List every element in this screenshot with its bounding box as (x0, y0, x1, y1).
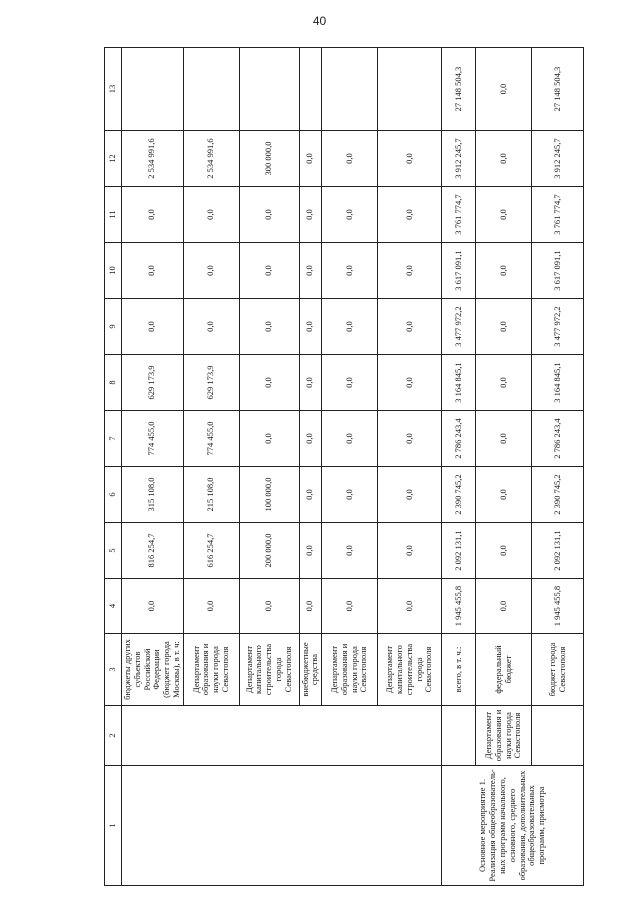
table-row (442, 48, 476, 886)
value-cell: 3 477 972,2 (532, 299, 584, 355)
value-cell: 315 108,0 (122, 467, 184, 523)
value-cell: 0,0 (239, 579, 299, 634)
executor-cell-top-empty (442, 706, 476, 766)
table-row (476, 48, 532, 886)
value-cell: 0,0 (122, 579, 184, 634)
col-header: 11 (105, 187, 122, 243)
value-cell: 0,0 (378, 579, 442, 634)
col-header: 1 (105, 766, 122, 886)
source-cell: бюджеты других субъектов Российской Федерации (бюджет города Москвы), в т. ч: (122, 634, 184, 706)
value-cell: 0,0 (183, 579, 239, 634)
executor-cell: Департамент образования и науки города Севастополя (476, 706, 532, 766)
value-cell: 215 108,0 (183, 467, 239, 523)
table-row (122, 48, 184, 886)
value-cell: 0,0 (322, 579, 378, 634)
value-cell: 3 912 245,7 (442, 131, 476, 187)
value-cell: 0,0 (299, 131, 322, 187)
header-row (105, 48, 122, 886)
value-cell (183, 48, 239, 131)
value-cell: 0,0 (322, 243, 378, 299)
source-cell: внебюджетные средства (299, 634, 322, 706)
value-cell: 3 477 972,2 (442, 299, 476, 355)
col-header: 7 (105, 411, 122, 467)
value-cell: 774 455,0 (183, 411, 239, 467)
measure-name-cell: Основное мероприятие 1. Реализация общеобразователь-ных программ начального, основного, среднего образования, дополнительных общеобразовательных программ, присмотра (442, 766, 584, 886)
value-cell: 2 390 745,2 (532, 467, 584, 523)
value-cell: 0,0 (476, 467, 532, 523)
value-cell: 0,0 (322, 131, 378, 187)
value-cell: 629 173,9 (183, 355, 239, 411)
source-cell: Департамент капитального строительства города Севастополя (378, 634, 442, 706)
col-header: 10 (105, 243, 122, 299)
value-cell: 2 786 243,4 (532, 411, 584, 467)
value-cell: 0,0 (476, 523, 532, 579)
value-cell: 3 164 845,1 (442, 355, 476, 411)
value-cell: 0,0 (239, 187, 299, 243)
value-cell: 0,0 (378, 243, 442, 299)
value-cell: 0,0 (299, 411, 322, 467)
value-cell: 0,0 (322, 299, 378, 355)
value-cell: 0,0 (239, 299, 299, 355)
value-cell: 0,0 (476, 131, 532, 187)
value-cell: 3 617 091,1 (442, 243, 476, 299)
value-cell: 2 534 991,6 (122, 131, 184, 187)
value-cell: 0,0 (122, 243, 184, 299)
value-cell: 0,0 (299, 579, 322, 634)
col-header: 9 (105, 299, 122, 355)
value-cell: 0,0 (183, 187, 239, 243)
value-cell: 0,0 (239, 411, 299, 467)
value-cell (239, 48, 299, 131)
value-cell: 0,0 (299, 299, 322, 355)
value-cell: 0,0 (476, 411, 532, 467)
value-cell: 300 000,0 (239, 131, 299, 187)
source-cell: Департамент образования и науки города Севастополя (322, 634, 378, 706)
value-cell: 0,0 (378, 467, 442, 523)
source-cell: всего, в т. ч.: (442, 634, 476, 706)
value-cell: 2 092 131,1 (532, 523, 584, 579)
value-cell: 0,0 (299, 467, 322, 523)
value-cell: 0,0 (322, 467, 378, 523)
value-cell: 0,0 (239, 243, 299, 299)
value-cell: 2 092 131,1 (442, 523, 476, 579)
value-cell: 0,0 (122, 187, 184, 243)
value-cell: 0,0 (299, 187, 322, 243)
rotated-table-container (104, 48, 567, 886)
value-cell: 3 761 774,7 (442, 187, 476, 243)
executor-cell-bottom-empty (532, 706, 584, 766)
value-cell: 2 786 243,4 (442, 411, 476, 467)
value-cell: 0,0 (183, 299, 239, 355)
value-cell: 0,0 (476, 243, 532, 299)
value-cell: 3 912 245,7 (532, 131, 584, 187)
value-cell: 0,0 (299, 355, 322, 411)
source-cell: Департамент капитального строительства города Севастополя (239, 634, 299, 706)
value-cell: 616 254,7 (183, 523, 239, 579)
value-cell: 816 254,7 (122, 523, 184, 579)
value-cell: 2 390 745,2 (442, 467, 476, 523)
value-cell: 0,0 (378, 355, 442, 411)
value-cell: 1 945 455,8 (442, 579, 476, 634)
value-cell: 0,0 (476, 299, 532, 355)
value-cell (299, 48, 322, 131)
value-cell: 0,0 (239, 355, 299, 411)
value-cell: 0,0 (378, 131, 442, 187)
value-cell: 27 148 504,3 (442, 48, 476, 131)
col-header: 6 (105, 467, 122, 523)
value-cell: 0,0 (476, 579, 532, 634)
value-cell: 774 455,0 (122, 411, 184, 467)
table-row (532, 48, 584, 886)
source-cell: федеральный бюджет (476, 634, 532, 706)
value-cell: 0,0 (322, 187, 378, 243)
page-number: 40 (312, 14, 327, 28)
value-cell: 200 000,0 (239, 523, 299, 579)
measure-cell-empty (122, 766, 442, 886)
value-cell: 0,0 (299, 523, 322, 579)
col-header: 12 (105, 131, 122, 187)
value-cell (378, 48, 442, 131)
source-cell: Департамент образования и науки города Севастополя (183, 634, 239, 706)
col-header: 4 (105, 579, 122, 634)
value-cell: 0,0 (476, 187, 532, 243)
value-cell: 3 617 091,1 (532, 243, 584, 299)
value-cell: 0,0 (378, 411, 442, 467)
value-cell (122, 48, 184, 131)
value-cell: 27 148 504,3 (532, 48, 584, 131)
value-cell (322, 48, 378, 131)
col-header: 8 (105, 355, 122, 411)
col-header: 2 (105, 706, 122, 766)
value-cell: 0,0 (476, 48, 532, 131)
value-cell: 3 164 845,1 (532, 355, 584, 411)
value-cell: 0,0 (322, 523, 378, 579)
value-cell: 629 173,9 (122, 355, 184, 411)
value-cell: 0,0 (183, 243, 239, 299)
value-cell: 0,0 (299, 243, 322, 299)
value-cell: 0,0 (378, 299, 442, 355)
value-cell: 0,0 (322, 411, 378, 467)
col-header: 3 (105, 634, 122, 706)
budget-table (104, 47, 584, 886)
value-cell: 3 761 774,7 (532, 187, 584, 243)
value-cell: 0,0 (122, 299, 184, 355)
value-cell: 1 945 455,8 (532, 579, 584, 634)
value-cell: 0,0 (476, 355, 532, 411)
col-header: 13 (105, 48, 122, 131)
value-cell: 0,0 (378, 187, 442, 243)
value-cell: 0,0 (322, 355, 378, 411)
value-cell: 0,0 (378, 523, 442, 579)
source-cell: бюджет города Севастополя (532, 634, 584, 706)
value-cell: 100 000,0 (239, 467, 299, 523)
executor-cell-empty (122, 706, 442, 766)
value-cell: 2 534 991,6 (183, 131, 239, 187)
col-header: 5 (105, 523, 122, 579)
